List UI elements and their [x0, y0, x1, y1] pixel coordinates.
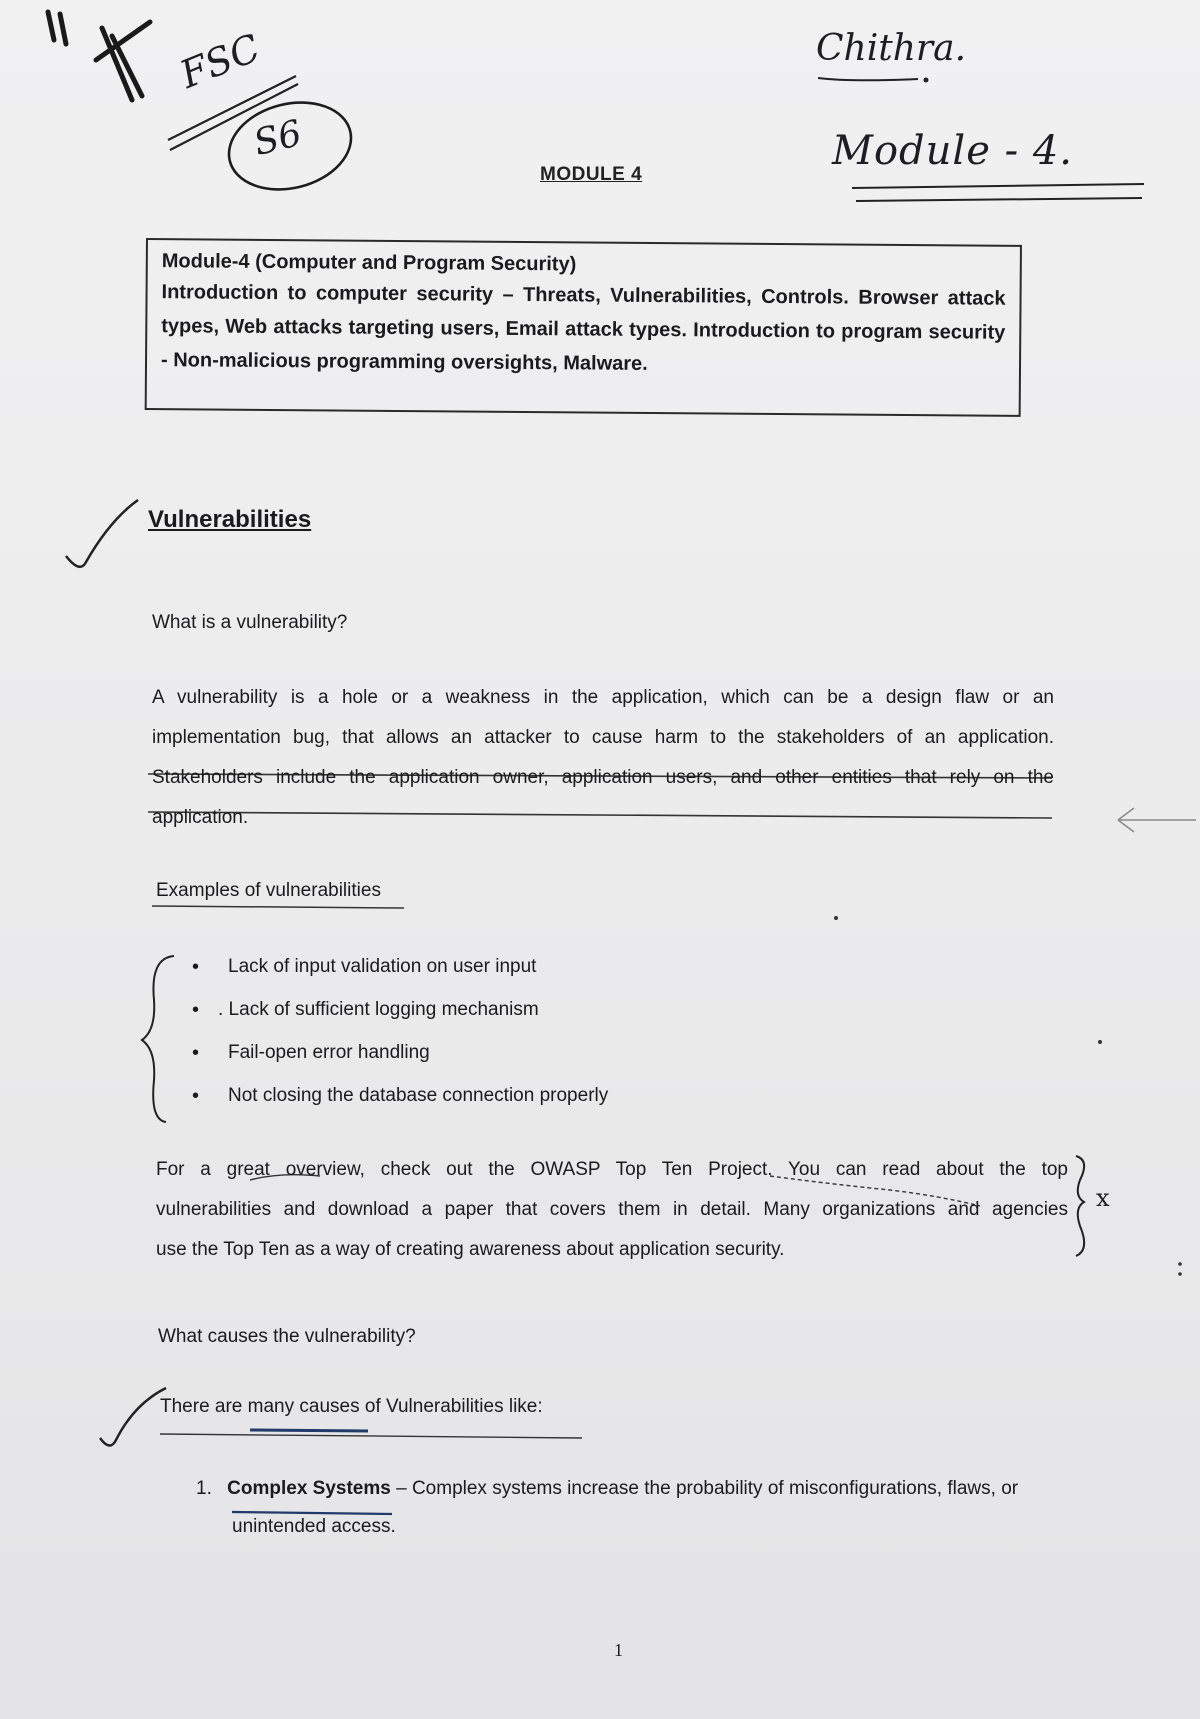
owasp-paragraph	[156, 1150, 1068, 1270]
cause-number: 1.	[196, 1478, 212, 1499]
list-item	[192, 1042, 792, 1085]
list-item	[192, 999, 792, 1042]
owasp-brace	[1076, 1156, 1084, 1256]
document-title: MODULE 4	[540, 164, 643, 185]
bullet-icon: •	[192, 1085, 200, 1107]
handwritten-author-name: Chithra.	[816, 28, 967, 69]
question-causes: What causes the vulnerability?	[158, 1326, 416, 1347]
handwritten-margin-mark: x	[1096, 1184, 1110, 1212]
handwritten-module-note: Module - 4.	[832, 128, 1073, 174]
cause-desc-continued: unintended access.	[232, 1516, 396, 1537]
syllabus-box	[145, 238, 1022, 417]
syllabus-body: Introduction to computer security – Threats, Vulnerabilities, Controls. Browser attack types, Web attacks targeting users, Email attack types. Introduction to program security - Non-malicious programming oversights, Malware.	[160, 281, 1006, 375]
owasp-line: use the Top Ten as a way of creating awareness about application security.	[156, 1239, 785, 1260]
owasp-line: vulnerabilities and download a paper that covers them in detail. Many organizations and agencies	[156, 1199, 1068, 1220]
cause-desc: – Complex systems increase the probability of misconfigurations, flaws, or	[390, 1478, 1019, 1499]
bullet-icon: •	[192, 956, 200, 978]
question-what: What is a vulnerability?	[152, 612, 348, 633]
module-note-underline	[852, 184, 1144, 201]
definition-line: implementation bug, that allows an attacker to cause harm to the stakeholders of an application.	[152, 727, 1054, 748]
section-heading: Vulnerabilities	[148, 506, 312, 533]
definition-line: Stakeholders include the application owner, application users, and other entities that rely on the	[152, 767, 1054, 788]
handwritten-course-code: FSC	[174, 25, 267, 97]
definition-line: A vulnerability is a hole or a weakness in the application, which can be a design flaw or an	[152, 687, 1054, 708]
corner-scribble	[48, 12, 150, 100]
list-item-text: Lack of input validation on user input	[228, 956, 537, 977]
cause-term: Complex Systems	[227, 1478, 391, 1499]
checkmark-icon	[66, 500, 138, 567]
list-item	[192, 1085, 792, 1128]
examples-list	[192, 956, 792, 1128]
cause-item	[196, 1470, 1076, 1508]
bullets-brace	[142, 956, 174, 1122]
causes-intro: There are many causes of Vulnerabilities like:	[160, 1396, 543, 1417]
definition-paragraph	[152, 678, 1054, 838]
list-item	[192, 956, 792, 999]
causes-list	[196, 1470, 1076, 1546]
bullet-icon: •	[192, 1042, 200, 1064]
examples-heading: Examples of vulnerabilities	[156, 880, 381, 901]
checkmark-icon	[100, 1388, 166, 1446]
owasp-line: For a great overview, check out the OWASP Top Ten Project. You can read about the top	[156, 1159, 1068, 1180]
list-item-text: Fail-open error handling	[228, 1042, 430, 1063]
list-item-text: . Lack of sufficient logging mechanism	[218, 999, 539, 1020]
list-item-text: Not closing the database connection properly	[228, 1085, 609, 1106]
definition-line: application.	[152, 807, 249, 828]
handwritten-batch: S6	[249, 112, 306, 165]
name-underline	[818, 78, 918, 80]
page-number: 1	[614, 1640, 623, 1660]
bullet-icon: •	[192, 999, 200, 1021]
syllabus-heading: Module-4 (Computer and Program Security)	[161, 250, 577, 276]
